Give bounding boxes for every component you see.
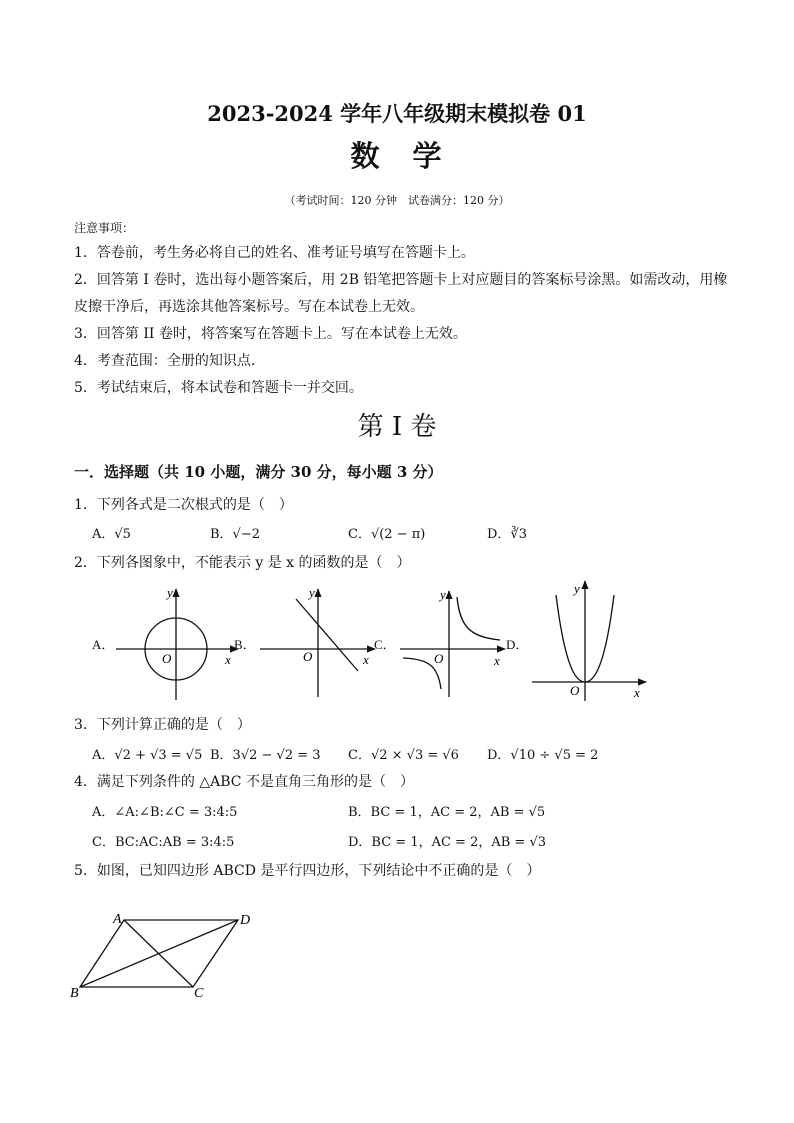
note-item: 1．答卷前，考生务必将自己的姓名、准考证号填写在答题卡上。: [74, 245, 475, 261]
paper-title: 2023-2024 学年八年级期末模拟卷 01: [207, 101, 587, 126]
graph-a-origin: O: [162, 651, 172, 666]
section-title: 一．选择题（共 10 小题，满分 30 分，每小题 3 分）: [74, 463, 443, 481]
graph-a-x-label: x: [225, 652, 231, 667]
question-3-stem: 3．下列计算正确的是（ ）: [74, 717, 251, 733]
q1-option-b: B．√−2: [210, 527, 261, 542]
note-item: 皮擦干净后，再选涂其他答案标号。写在本试卷上无效。: [74, 299, 424, 315]
q2-graphs: [0, 575, 794, 705]
vertex-d-label: D: [240, 913, 251, 928]
graph-d-origin: O: [570, 683, 580, 698]
graph-b-origin: O: [303, 649, 313, 664]
q2-label-c: C．: [374, 637, 396, 652]
q1-option-c: C．√(2 − π): [348, 527, 426, 542]
question-4-stem: 4．满足下列条件的 △ABC 不是直角三角形的是（ ）: [74, 774, 414, 790]
note-item: 4．考查范围：全册的知识点.: [74, 353, 256, 369]
note-item: 3．回答第 II 卷时，将答案写在答题卡上。写在本试卷上无效。: [74, 326, 467, 342]
vertex-b-label: B: [70, 986, 79, 1001]
note-item: 2．回答第 I 卷时，选出每小题答案后，用 2B 铅笔把答题卡上对应题目的答案标号涂黑。如需改动，用橡: [74, 272, 728, 288]
q2-label-b: B．: [234, 637, 256, 652]
graph-d-y-label: y: [574, 581, 580, 596]
graph-b-y-label: y: [309, 585, 315, 600]
q3-option-c: C．√2 × √3 = √6: [348, 748, 459, 763]
q3-option-d: D．√10 ÷ √5 = 2: [487, 748, 599, 763]
graph-c-x-label: x: [494, 653, 500, 668]
question-2-stem: 2．下列各图象中，不能表示 y 是 x 的函数的是（ ）: [74, 555, 411, 571]
graph-c-hyperbola: [400, 591, 505, 697]
q4-option-c: C．BC:AC:AB = 3:4:5: [92, 835, 235, 850]
graph-a-y-label: y: [167, 585, 173, 600]
graph-c-y-label: y: [440, 587, 446, 602]
graph-a-circle: [116, 589, 238, 700]
parallelogram-abcd: [80, 920, 238, 987]
q5-parallelogram-figure: [60, 900, 280, 1010]
q2-label-a: A．: [92, 637, 115, 652]
q3-option-b: B．3√2 − √2 = 3: [210, 748, 321, 763]
note-item: 5．考试结束后，将本试卷和答题卡一并交回。: [74, 380, 363, 396]
graph-c-origin: O: [434, 651, 444, 666]
q2-label-d: D．: [506, 637, 529, 652]
notes-heading: 注意事项：: [74, 221, 135, 235]
part-title: 第 I 卷: [357, 412, 437, 442]
question-5-stem: 5．如图，已知四边形 ABCD 是平行四边形，下列结论中不正确的是（ ）: [74, 863, 541, 879]
question-1-stem: 1．下列各式是二次根式的是（ ）: [74, 497, 293, 513]
q1-option-d: D．∛3: [487, 527, 527, 542]
graph-d-parabola: [532, 581, 646, 701]
q4-option-d: D．BC = 1，AC = 2，AB = √3: [348, 835, 547, 850]
q3-option-a: A．√2 + √3 = √5: [92, 748, 203, 763]
vertex-c-label: C: [194, 986, 204, 1001]
q1-option-a: A．√5: [92, 527, 131, 542]
graph-b-line: [260, 589, 375, 697]
vertex-a-label: A: [113, 912, 122, 927]
graph-b-x-label: x: [363, 652, 369, 667]
exam-meta: （考试时间：120 分钟 试卷满分：120 分）: [284, 194, 510, 207]
notes-block: [74, 220, 734, 402]
q4-option-a: A．∠A:∠B:∠C = 3:4:5: [92, 805, 238, 820]
q4-option-b: B．BC = 1，AC = 2，AB = √5: [348, 805, 546, 820]
graph-d-x-label: x: [634, 685, 640, 700]
subject-title: 数 学: [350, 139, 444, 173]
